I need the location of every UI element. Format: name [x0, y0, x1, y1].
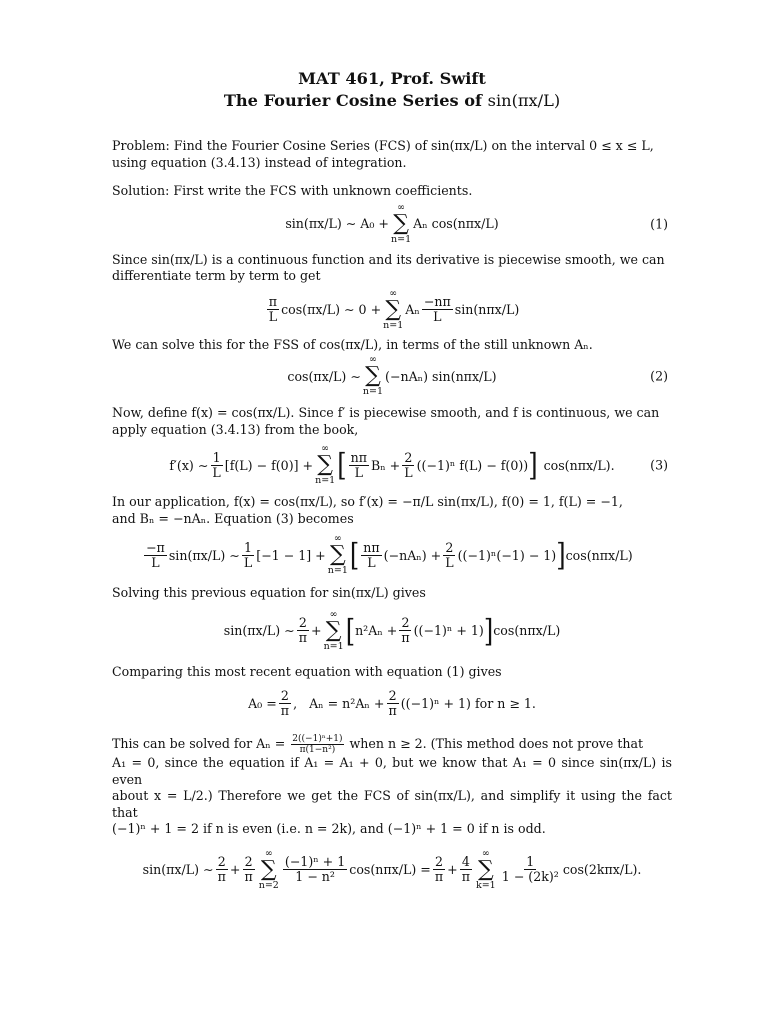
equation-2: cos(πx/L) ∼ ∞ ∑ n=1 (−nAₙ) sin(nπx/L) (2): [287, 354, 668, 397]
title-text: The Fourier Cosine Series of: [223, 91, 483, 110]
para5-line-1: In our application, f(x) = cos(πx/L), so f′(x) = −π/L sin(πx/L), f(0) = 1, f(L) = −1,: [112, 494, 623, 509]
fraction: $\frac{2}{L}$: [404, 449, 413, 480]
para5-line-2: and Bₙ = −nAₙ. Equation (3) becomes: [112, 510, 354, 526]
fraction: $\frac{2}{\pi}$: [401, 615, 410, 645]
para8-line-3: about x = L/2.) Therefore we get the FCS of sin(πx/L), and simplify it using the fact that: [112, 788, 672, 820]
course-header: MAT 461, Prof. Swift: [298, 69, 486, 88]
fraction: $\frac{1}{\text{1 − (2k)²}}$: [501, 854, 559, 884]
fraction: $\frac{n\pi}{L}$: [363, 539, 380, 570]
fraction: $\frac{-\pi}{L}$: [146, 539, 165, 570]
equation-differentiated: $\frac{\pi}{L}$ cos(πx/L) ∼ 0 + ∞ ∑ n=1 Aₙ $\frac{-n\pi}{L}$ sin(nπx/L): [268, 287, 520, 331]
summation: ∞ ∑ n=1: [323, 608, 344, 652]
fraction: $\frac{2}{\pi}$: [244, 854, 253, 884]
equation-6: A₀ = $\frac{2}{\pi}$ , Aₙ = n²Aₙ + $\frac{2}{\pi}$ ((−1)ⁿ + 1) for n ≥ 1.: [248, 687, 536, 718]
fraction: $\frac{\text{(−1)ⁿ + 1}}{\text{1 − n²}}$: [284, 854, 346, 884]
para6: Solving this previous equation for sin(πx/L) gives: [112, 585, 426, 600]
equation-number-3: (3): [650, 457, 668, 473]
fraction: $\frac{2}{\pi}$: [298, 615, 307, 645]
para2-line-2: differentiate term by term to get: [112, 268, 321, 283]
para8-line-2: A₁ = 0, since the equation if A₁ = A₁ + 0, but we know that A₁ = 0 since sin(πx/L) is even: [112, 755, 672, 787]
solution-intro: Solution: First write the FCS with unknown coefficients.: [112, 183, 473, 198]
summation: ∞ ∑ n=1: [327, 533, 348, 576]
para4-line-1: Now, define f(x) = cos(πx/L). Since f′ is piecewise smooth, and f is continuous, we can: [112, 405, 660, 420]
fraction: $\frac{2}{\pi}$: [434, 854, 444, 884]
summation: ∞ ∑ n=1: [315, 443, 336, 486]
para7: Comparing this most recent equation with equation (1) gives: [112, 663, 502, 679]
fraction: $\frac{n\pi}{L}$: [350, 449, 367, 480]
eq1-lhs: sin(πx/L) ∼ A₀ +: [285, 216, 389, 231]
summation: ∞ ∑ k=1: [475, 847, 496, 891]
title-math: sin(πx/L): [487, 91, 561, 110]
equation-1: [112, 202, 672, 246]
equation-number-2: (2): [650, 368, 668, 384]
fraction: $\frac{4}{\pi}$: [461, 854, 470, 884]
summation: ∞ ∑ n=1: [390, 201, 412, 245]
equation-number-1: (1): [650, 216, 668, 231]
fraction: $\frac{2}{\pi}$: [280, 687, 290, 718]
small-fraction: $\frac{\text{2((−1)ⁿ+1)}}{\text{π(1−n²)}}$: [292, 734, 343, 755]
para2-line-1: Since sin(πx/L) is a continuous function and its derivative is piecewise smooth, we can: [112, 251, 665, 267]
fraction: $\frac{2}{\pi}$: [388, 687, 397, 718]
para3: We can solve this for the FSS of cos(πx/L), in terms of the still unknown Aₙ.: [112, 336, 593, 352]
eq1-rhs: Aₙ cos(nπx/L): [413, 216, 499, 231]
document-page: [112, 68, 672, 898]
fraction: $\frac{2}{\pi}$: [217, 854, 226, 884]
fraction: $\frac{-n\pi}{L}$: [423, 294, 451, 324]
fraction: $\frac{1}{L}$: [243, 539, 253, 570]
equation-7: sin(πx/L) ∼ $\frac{2}{\pi}$ + $\frac{2}{\pi}$ ∞ ∑ n=2 $\frac{\text{(−1)ⁿ + 1}}{\text{1 − n²}}$ cos(nπx/L) = $\frac{2}{\pi}$ + $\frac{4}{\pi}$ ∞ ∑ k=1 $\frac{1}{\text{1 − (2k)²}}$ cos(2kπx/L).: [142, 847, 642, 891]
fraction: $\frac{1}{L}$: [212, 449, 221, 480]
para8-line-4: (−1)ⁿ + 1 = 2 if n is even (i.e. n = 2k), and (−1)ⁿ + 1 = 0 if n is odd.: [112, 821, 546, 836]
equation-3: f′(x) ∼ $\frac{1}{L}$ [f(L) − f(0)] + ∞ ∑ n=1 [ $\frac{n\pi}{L}$ Bₙ + $\frac{2}{L}$ ((−1)ⁿ f(L) − f(0)) ] cos(nπx/L). (3): [169, 443, 668, 486]
summation: ∞ ∑ n=2: [258, 847, 279, 891]
equation-4: $\frac{-\pi}{L}$ sin(πx/L) ∼ $\frac{1}{L}$ [−1 − 1] + ∞ ∑ n=1 [ $\frac{n\pi}{L}$ (−nAₙ) + $\frac{2}{L}$ ((−1)ⁿ(−1) − 1) ] cos(nπx/L): [146, 533, 633, 576]
fraction: $\frac{2}{L}$: [445, 539, 454, 570]
fraction: $\frac{\pi}{L}$: [268, 294, 278, 324]
problem-line-1: Problem: Find the Fourier Cosine Series (FCS) of sin(πx/L) on the interval 0 ≤ x ≤ L,: [112, 138, 654, 153]
summation: ∞ ∑ n=1: [383, 287, 404, 331]
para8-line-1: This can be solved for Aₙ = $\frac{\text{2((−1)ⁿ+1)}}{\text{π(1−n²)}}$ when n ≥ 2. (This method does not prove that: [112, 734, 644, 755]
summation: ∞ ∑ n=1: [362, 354, 384, 397]
para4-line-2: apply equation (3.4.13) from the book,: [112, 421, 359, 437]
equation-5: sin(πx/L) ∼ $\frac{2}{\pi}$ + ∞ ∑ n=1 [ n²Aₙ + $\frac{2}{\pi}$ ((−1)ⁿ + 1) ] cos(nπx/L): [223, 608, 561, 652]
problem-line-2: using equation (3.4.13) instead of integration.: [112, 154, 407, 170]
document-title: [112, 90, 672, 112]
